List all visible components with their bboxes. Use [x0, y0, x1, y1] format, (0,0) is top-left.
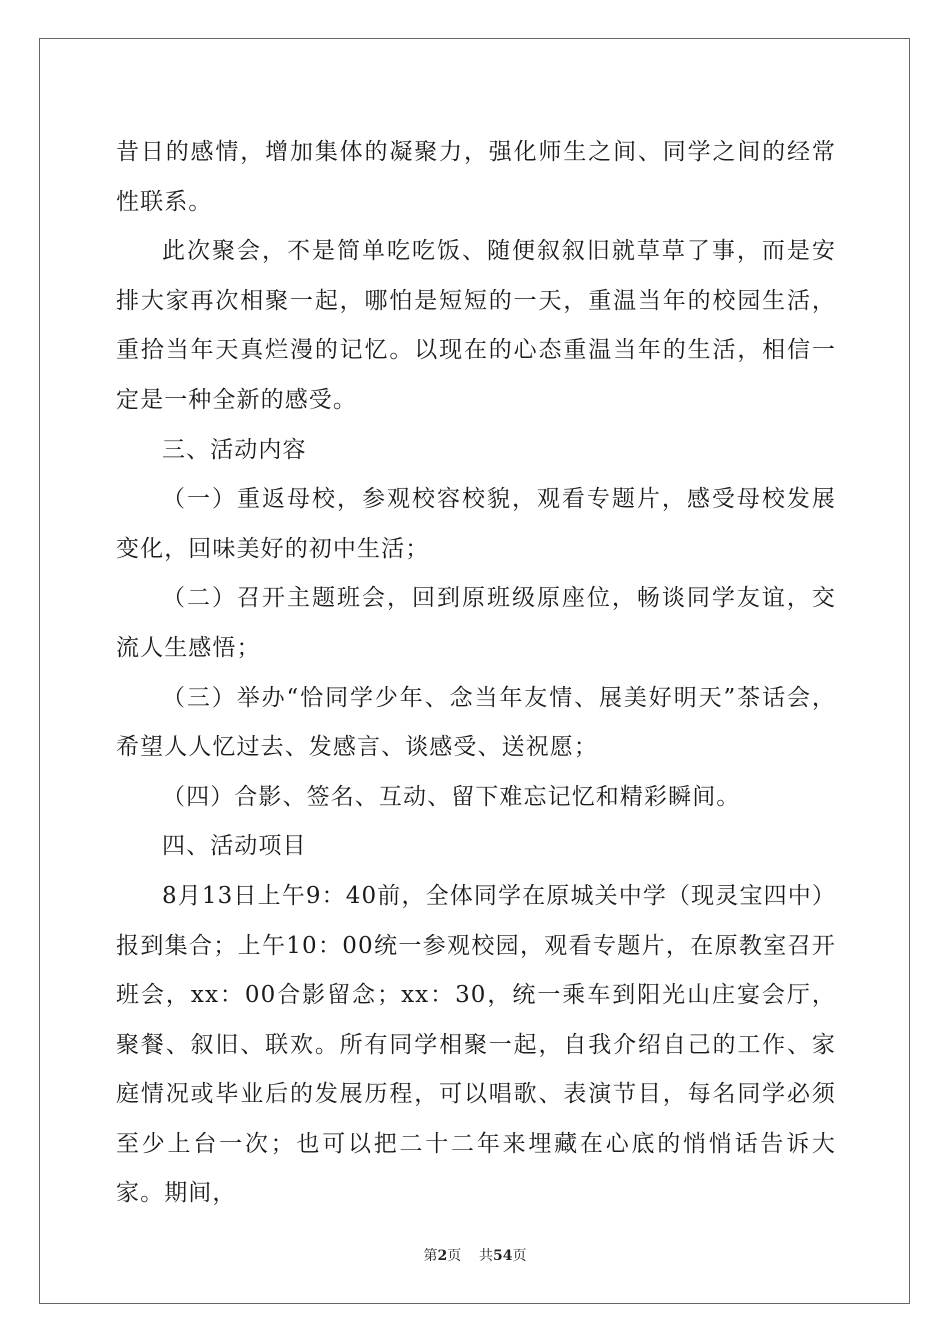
current-page-number: 2	[437, 1248, 448, 1264]
list-item-1: （一）重返母校，参观校容校貌，观看专题片，感受母校发展变化，回味美好的初中生活；	[116, 486, 836, 562]
list-item-3: （三）举办“恰同学少年、念当年友情、展美好明天”茶话会，希望人人忆过去、发感言、谈感受、送祝愿；	[116, 684, 836, 761]
footer-total-suffix: 页	[512, 1248, 527, 1264]
paragraph-schedule: 8月13日上午9：40前，全体同学在原城关中学（现灵宝四中）报到集合；上午10：00统一参观校园，观看专题片，在原教室召开班会，xx：00合影留念；xx：30，统一乘车到阳光山庄宴会厅，聚餐、叙旧、联欢。所有同学相聚一起，自我介绍自己的工作、家庭情况或毕业后的发展历程，可以唱歌、表演节目，每名同学必须至少上台一次；也可以把二十二年来埋藏在心底的悄悄话告诉大家。期间，	[116, 882, 836, 1207]
footer-total-prefix: 共	[479, 1248, 494, 1264]
list-item-2: （二）召开主题班会，回到原班级原座位，畅谈同学友谊，交流人生感悟；	[116, 585, 836, 661]
section-heading-activity-items: 四、活动项目	[162, 833, 307, 860]
page-footer	[0, 1245, 950, 1265]
paragraph-gathering-purpose: 此次聚会，不是简单吃吃饭、随便叙叙旧就草草了事，而是安排大家再次相聚一起，哪怕是短短的一天，重温当年的校园生活，重拾当年天真烂漫的记忆。以现在的心态重温当年的生活，相信一定是一种全新的感受。	[116, 238, 836, 413]
paragraph-continuation: 昔日的感情，增加集体的凝聚力，强化师生之间、同学之间的经常性联系。	[116, 139, 836, 215]
footer-prefix: 第	[423, 1248, 438, 1264]
footer-page-suffix: 页	[447, 1248, 462, 1264]
section-heading-activity-content: 三、活动内容	[162, 436, 307, 463]
total-page-count: 54	[493, 1248, 513, 1264]
list-item-4: （四）合影、签名、互动、留下难忘记忆和精彩瞬间。	[162, 783, 741, 810]
document-body	[116, 128, 836, 1219]
